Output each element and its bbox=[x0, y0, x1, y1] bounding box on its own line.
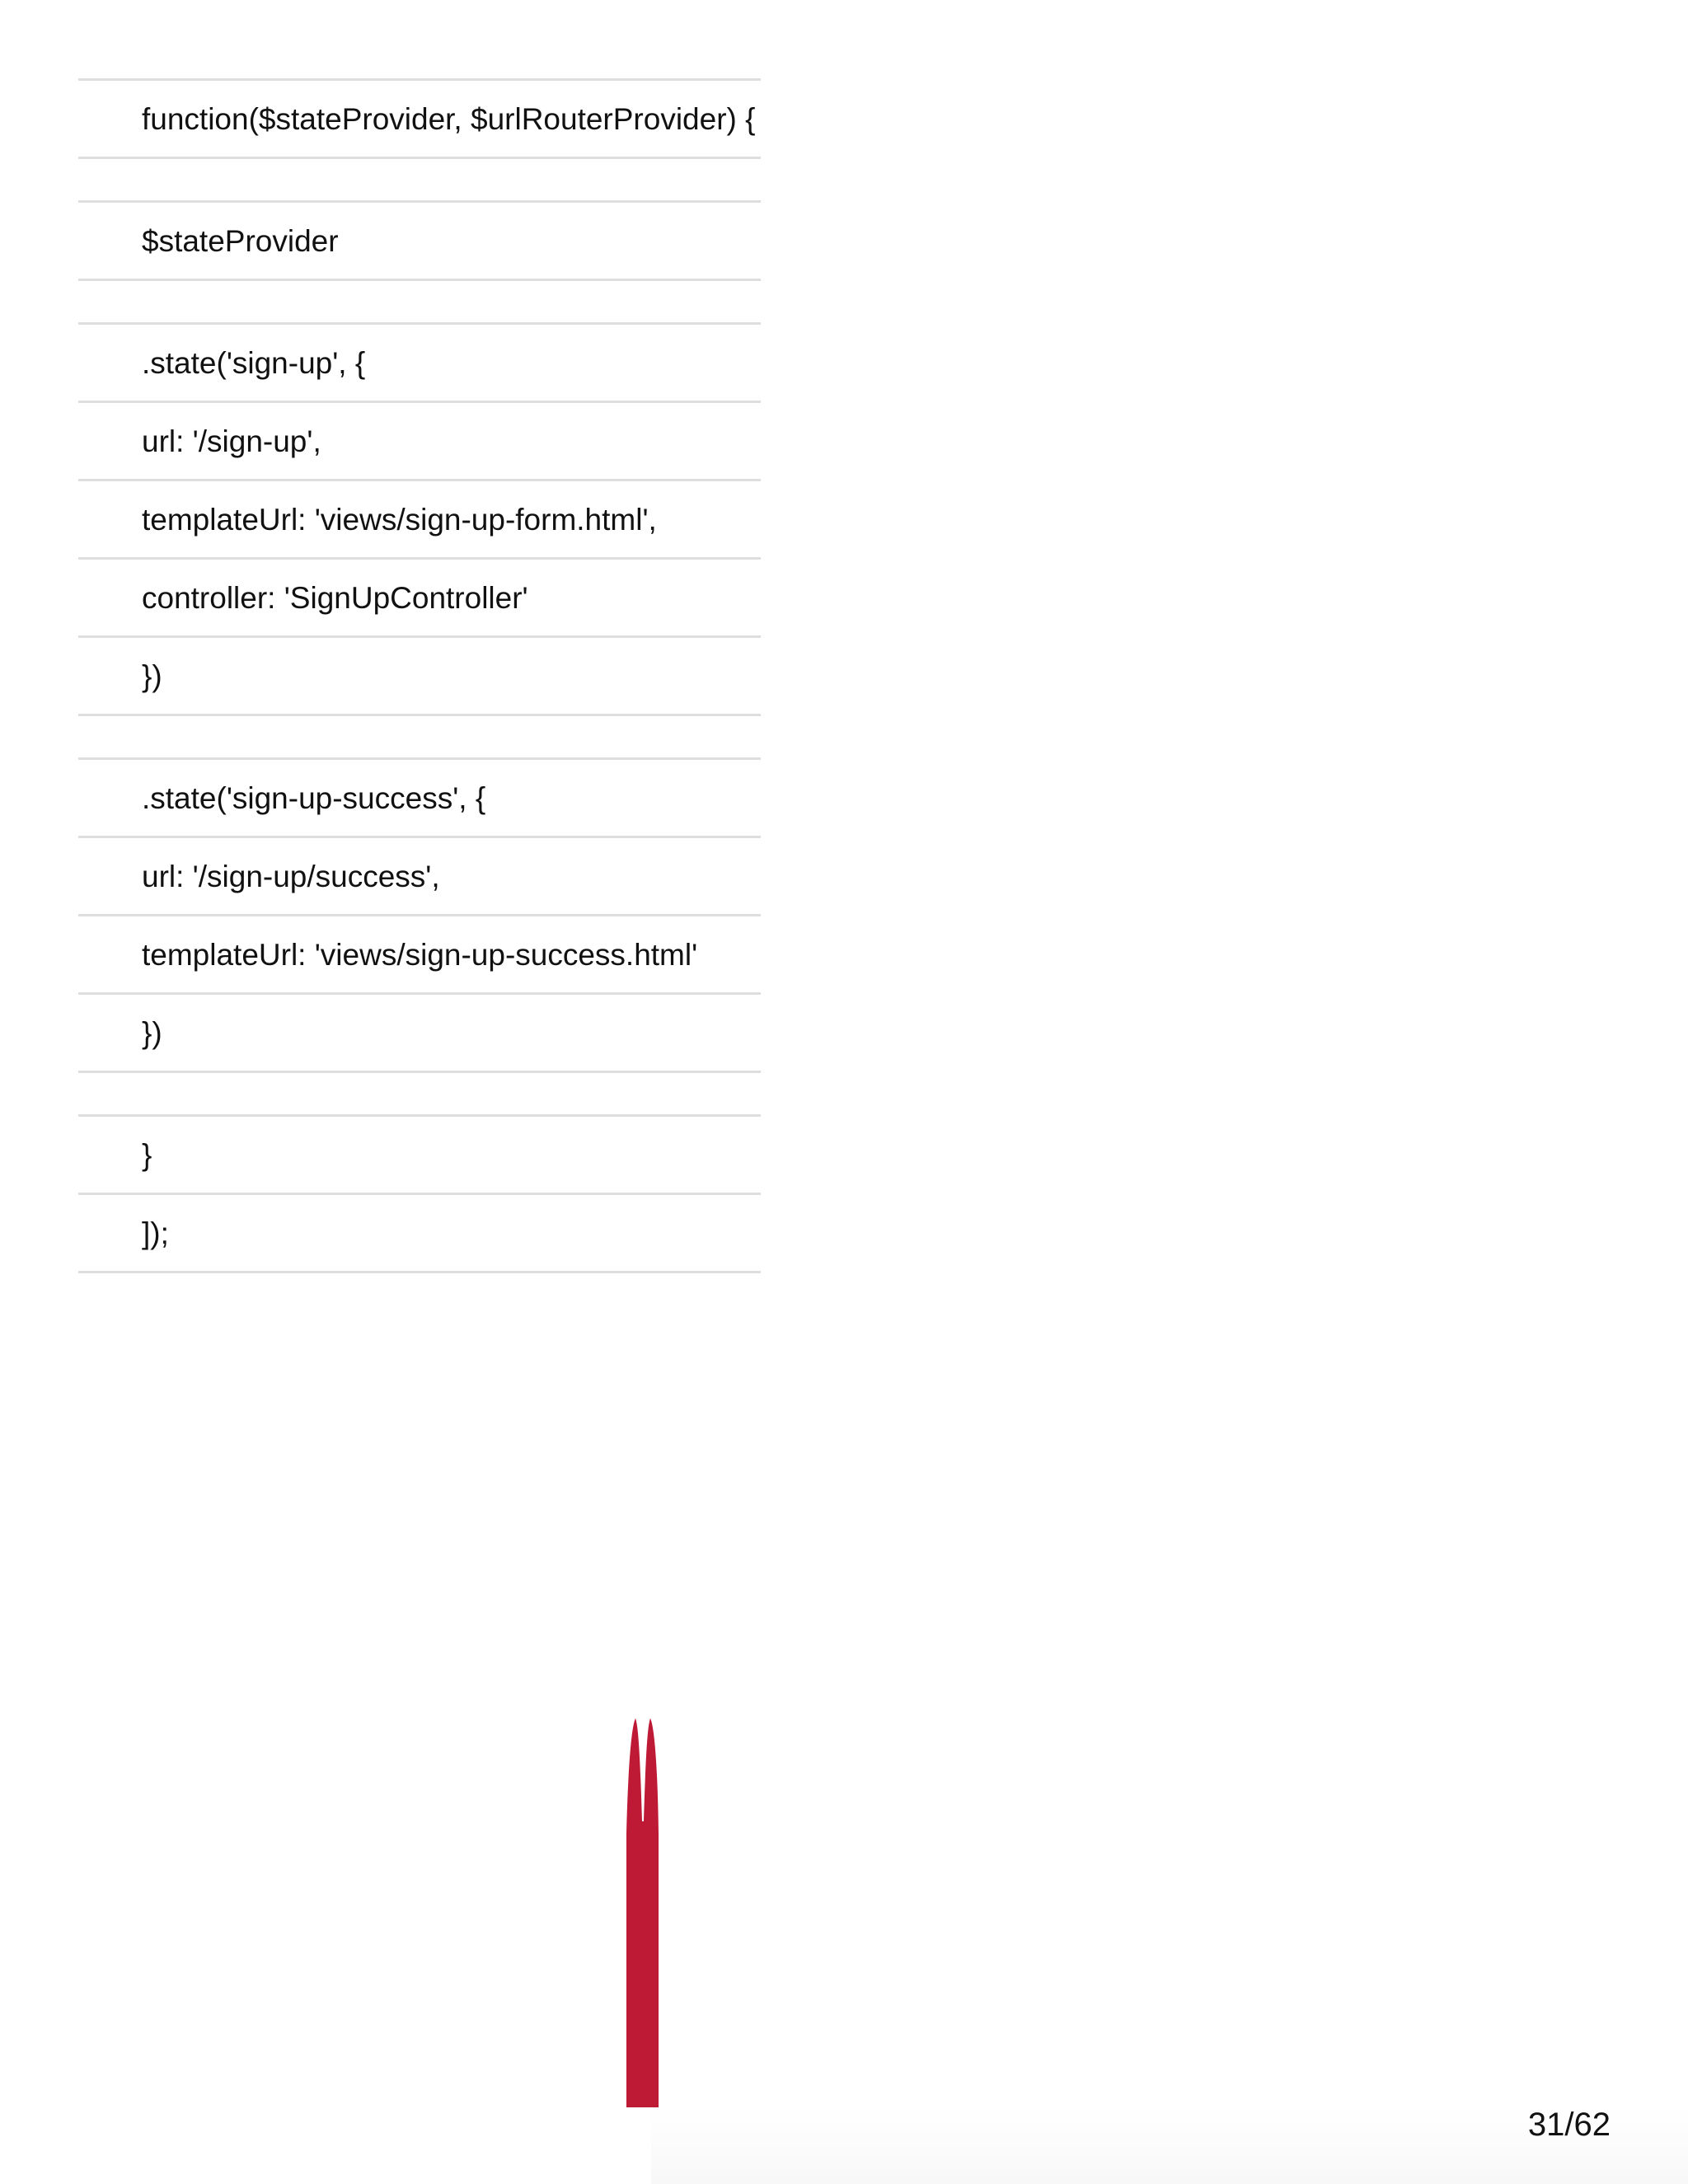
code-line: } bbox=[78, 1117, 761, 1195]
code-listing-table bbox=[78, 78, 761, 1273]
code-line: function($stateProvider, $urlRouterProvider) { bbox=[78, 81, 761, 159]
code-line: url: '/sign-up', bbox=[78, 403, 761, 481]
code-line: }) bbox=[78, 638, 761, 716]
code-line-blank bbox=[78, 281, 761, 325]
code-line: }) bbox=[78, 995, 761, 1073]
code-line: templateUrl: 'views/sign-up-form.html', bbox=[78, 481, 761, 560]
code-line: controller: 'SignUpController' bbox=[78, 560, 761, 638]
code-line: .state('sign-up', { bbox=[78, 325, 761, 403]
code-line: url: '/sign-up/success', bbox=[78, 838, 761, 916]
logo-spire-icon bbox=[626, 1718, 668, 2107]
page-number: 31/62 bbox=[1527, 2107, 1611, 2143]
code-line: templateUrl: 'views/sign-up-success.html' bbox=[78, 916, 761, 995]
code-line: $stateProvider bbox=[78, 203, 761, 281]
code-line: .state('sign-up-success', { bbox=[78, 760, 761, 838]
code-line-blank bbox=[78, 1073, 761, 1117]
code-line: ]); bbox=[78, 1195, 761, 1273]
code-line-blank bbox=[78, 716, 761, 760]
code-line-blank bbox=[78, 159, 761, 203]
